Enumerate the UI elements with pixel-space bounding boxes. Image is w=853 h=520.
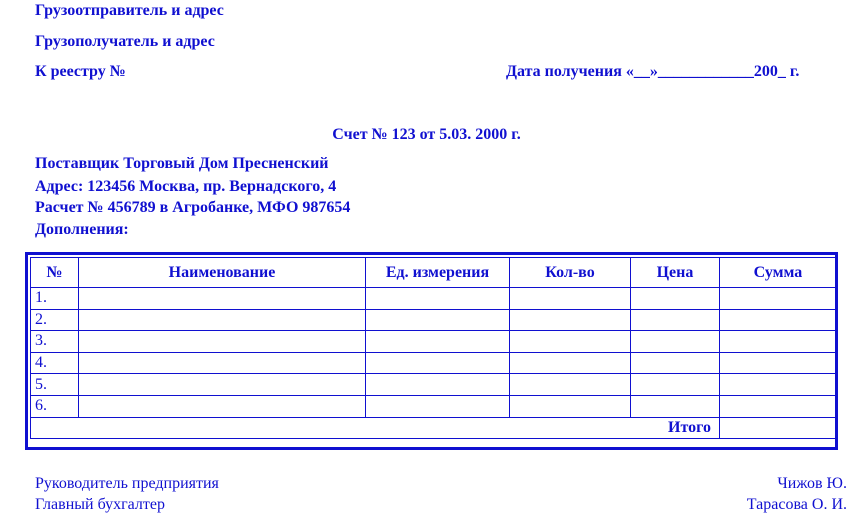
director-name: Чижов Ю. [777,475,847,492]
col-header-name: Наименование [79,258,366,288]
table-row [31,395,837,417]
accountant-label: Главный бухгалтер [35,496,165,513]
total-label: Итого [31,417,720,439]
cell-price[interactable] [631,309,720,331]
cell-unit[interactable] [366,395,510,417]
cell-price[interactable] [631,288,720,310]
row-number: 2. [31,309,79,331]
cell-sum[interactable] [720,331,837,353]
table-row [31,352,837,374]
table-row [31,288,837,310]
cell-unit[interactable] [366,331,510,353]
cell-price[interactable] [631,331,720,353]
invoice-table [30,257,837,439]
cell-sum[interactable] [720,309,837,331]
cell-unit[interactable] [366,288,510,310]
address-line: Адрес: 123456 Москва, пр. Вернадского, 4 [35,178,337,195]
col-header-number: № [31,258,79,288]
accountant-name: Тарасова О. И. [746,496,847,513]
cell-price[interactable] [631,374,720,396]
row-number: 5. [31,374,79,396]
director-label: Руководитель предприятия [35,475,219,492]
shipper-label: Грузоотправитель и адрес [35,2,224,19]
table-row [31,331,837,353]
cell-price[interactable] [631,352,720,374]
total-row [31,417,837,439]
cell-sum[interactable] [720,352,837,374]
cell-quantity[interactable] [510,288,631,310]
cell-sum[interactable] [720,374,837,396]
cell-name[interactable] [79,352,366,374]
registry-label: К реестру № [35,63,126,80]
cell-name[interactable] [79,395,366,417]
invoice-table-frame [25,252,838,450]
table-header-row [31,258,837,288]
cell-quantity[interactable] [510,309,631,331]
receipt-date-label: Дата получения «__»____________200_ г. [506,63,800,80]
table-row [31,309,837,331]
row-number: 1. [31,288,79,310]
supplier-line: Поставщик Торговый Дом Пресненский [35,155,329,172]
cell-name[interactable] [79,331,366,353]
table-row [31,374,837,396]
cell-price[interactable] [631,395,720,417]
row-number: 4. [31,352,79,374]
cell-unit[interactable] [366,352,510,374]
row-number: 6. [31,395,79,417]
cell-unit[interactable] [366,374,510,396]
cell-quantity[interactable] [510,331,631,353]
cell-quantity[interactable] [510,374,631,396]
cell-quantity[interactable] [510,352,631,374]
row-number: 3. [31,331,79,353]
invoice-title: Счет № 123 от 5.03. 2000 г. [332,126,521,143]
col-header-sum: Сумма [720,258,837,288]
cell-name[interactable] [79,374,366,396]
col-header-price: Цена [631,258,720,288]
col-header-quantity: Кол-во [510,258,631,288]
cell-quantity[interactable] [510,395,631,417]
cell-sum[interactable] [720,288,837,310]
cell-sum[interactable] [720,395,837,417]
col-header-unit: Ед. измерения [366,258,510,288]
consignee-label: Грузополучатель и адрес [35,33,215,50]
cell-name[interactable] [79,309,366,331]
account-line: Расчет № 456789 в Агробанке, МФО 987654 [35,199,351,216]
additions-label: Дополнения: [35,221,129,238]
total-sum-cell[interactable] [720,417,837,439]
cell-unit[interactable] [366,309,510,331]
cell-name[interactable] [79,288,366,310]
